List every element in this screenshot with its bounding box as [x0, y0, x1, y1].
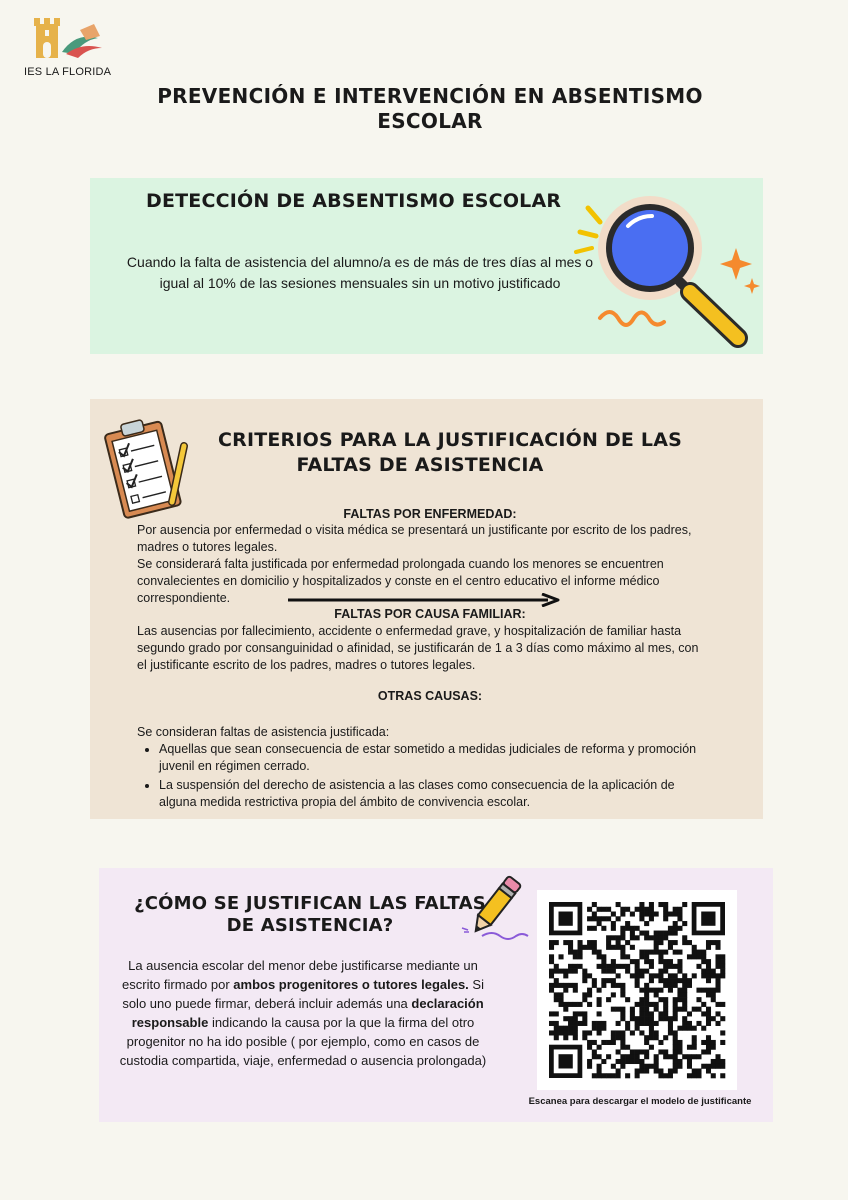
list-item: • Aquellas que sean consecuencia de estar sometido a medidas judiciales de reforma y promoción juvenil en régimen cerrado.: [159, 741, 707, 775]
how-to-title-line: DE ASISTENCIA?: [226, 915, 394, 936]
how-to-text-part: indicando la causa por la que la firma del otro progenitor no ha ido posible ( por ejemplo, como en casos de custodia compartida, viaje, enfermedad o ausencia prolongada): [119, 1015, 487, 1068]
other-intro: Se consideran faltas de asistencia justificada:: [137, 725, 390, 739]
qr-caption: Escanea para descargar el modelo de justificante: [528, 1096, 752, 1107]
qr-code-icon[interactable]: [537, 890, 737, 1090]
how-to-text-bold: ambos progenitores o tutores legales.: [233, 977, 469, 992]
arrow-icon: [288, 593, 560, 607]
pencil-icon: [460, 870, 530, 946]
how-to-text-part: La ausencia escolar del menor debe justificarse mediante un escrito firmado por: [122, 958, 478, 992]
family-text-line: el justificante escrito de los padres, madres o tutores legales.: [137, 658, 476, 672]
other-heading: OTRAS CAUSAS:: [377, 689, 483, 703]
school-logo: [28, 14, 108, 64]
how-to-title: [120, 893, 500, 937]
page-title-line: PREVENCIÓN E INTERVENCIÓN EN ABSENTISMO: [157, 84, 703, 108]
other-list: [137, 741, 707, 813]
illness-heading: FALTAS POR ENFERMEDAD:: [343, 507, 517, 521]
illness-text-line: Se considerará falta justificada por enfermedad prolongada cuando los menores se encuentren: [137, 557, 664, 571]
illness-text-line: correspondiente.: [137, 591, 231, 605]
how-to-text-bold: declaración responsable: [131, 996, 484, 1030]
criteria-title-line: CRITERIOS PARA LA JUSTIFICACIÓN DE LAS: [217, 429, 683, 451]
illness-text-line: madres o tutores legales.: [137, 540, 278, 554]
how-to-title-line: ¿CÓMO SE JUSTIFICAN LAS FALTAS: [134, 893, 486, 914]
school-name: IES LA FLORIDA: [24, 66, 112, 78]
page-title-line: ESCOLAR: [377, 109, 483, 133]
detection-title: DETECCIÓN DE ABSENTISMO ESCOLAR: [146, 190, 562, 212]
list-item: • La suspensión del derecho de asistencia a las clases como consecuencia de la aplicación de alguna medida restrictiva propia del ámbito de convivencia escolar.: [159, 777, 707, 811]
family-text-line: segundo grado por consanguinidad o afinidad, se justificarán de 1 a 3 días como máximo al mes, con: [137, 641, 699, 655]
family-heading: FALTAS POR CAUSA FAMILIAR:: [334, 607, 526, 621]
how-to-text-part: Si solo uno puede firmar, deberá incluir además una: [122, 977, 484, 1011]
criteria-title-line: FALTAS DE ASISTENCIA: [296, 454, 544, 476]
family-text-line: Las ausencias por fallecimiento, accidente o enfermedad grave, y hospitalización de familiar hasta: [137, 624, 682, 638]
magnifying-glass-icon: [568, 186, 764, 354]
family-text: [137, 623, 727, 674]
illness-text-line: convalecientes en domicilio y hospitalizados y conste en el centro educativo el informe médico: [137, 574, 660, 588]
page-title: [130, 84, 730, 134]
detection-text-line: Cuando la falta de asistencia del alumno/a es de más de tres días al mes o: [126, 254, 594, 270]
detection-text-line: igual al 10% de las sesiones mensuales sin un motivo justificado: [159, 275, 561, 291]
illness-text-line: Por ausencia por enfermedad o visita médica se presentará un justificante por escrito de los padres,: [137, 523, 692, 537]
detection-text: [110, 252, 610, 294]
how-to-text: [112, 956, 494, 1070]
criteria-title: [190, 428, 710, 478]
